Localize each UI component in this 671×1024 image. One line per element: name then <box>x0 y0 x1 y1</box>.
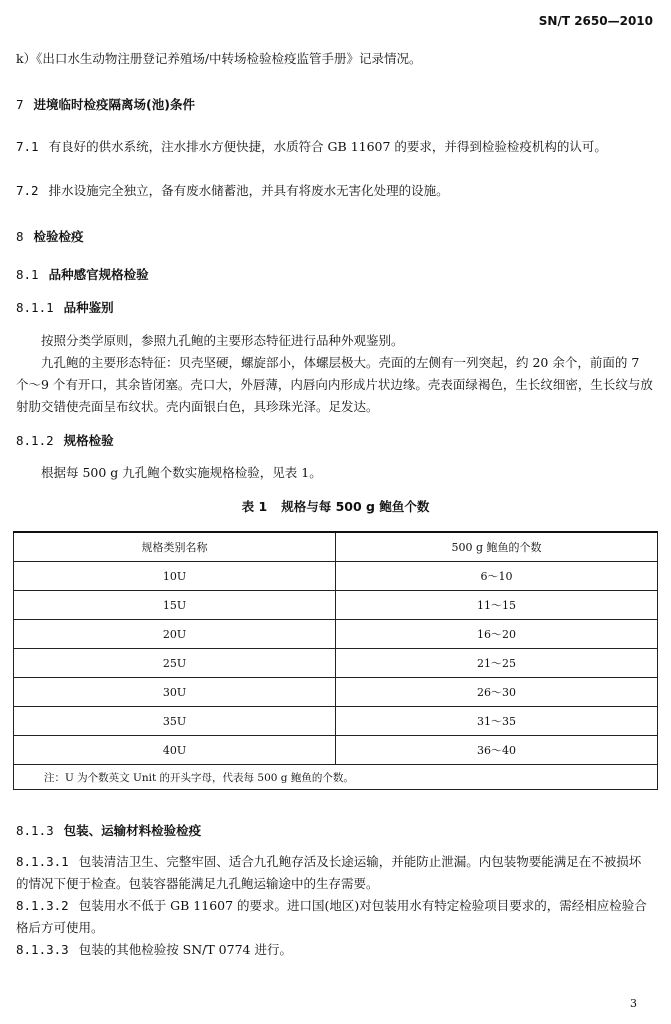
clause-text: 进境临时检疫隔离场(池)条件 <box>33 97 195 112</box>
paragraph <box>16 48 653 70</box>
count-cell: 36～40 <box>336 736 658 765</box>
column-header-spec: 规格类别名称 <box>14 532 336 562</box>
count-cell: 21～25 <box>336 649 658 678</box>
section-heading <box>16 297 653 319</box>
count-cell: 31～35 <box>336 707 658 736</box>
table-note-row <box>14 765 658 790</box>
clause-text: 品种感官规格检验 <box>48 267 149 282</box>
column-header-count: 500 g 鲍鱼的个数 <box>336 532 658 562</box>
table-caption: 规格与每 500 g 鲍鱼个数 <box>281 499 430 514</box>
clause-text: 规格检验 <box>63 433 114 448</box>
section-heading <box>16 820 653 842</box>
clause-number: 7.2 <box>16 183 39 198</box>
clause-number: 8.1.3.1 <box>16 854 69 869</box>
table-row <box>14 620 658 649</box>
count-cell: 6～10 <box>336 562 658 591</box>
table-row <box>14 678 658 707</box>
section-heading <box>16 430 653 452</box>
clause-text: 包装清洁卫生、完整牢固、适合九孔鲍存活及长途运输，并能防止泄漏。内包装物要能满足在不被损坏的情况下便于检查。包装容器能满足九孔鲍运输途中的生存需要。 <box>16 854 642 891</box>
paragraph <box>16 330 653 352</box>
clause-number: 7 <box>16 97 24 112</box>
count-cell: 26～30 <box>336 678 658 707</box>
clause-number: 7.1 <box>16 139 39 154</box>
clause-number: 8.1.2 <box>16 433 54 448</box>
spec-cell: 35U <box>14 707 336 736</box>
count-cell: 16～20 <box>336 620 658 649</box>
clause-text: 品种鉴别 <box>63 300 114 315</box>
table-header-row <box>14 532 658 562</box>
paragraph <box>16 352 653 418</box>
clause-number: 8.1.3.2 <box>16 898 69 913</box>
spec-cell: 20U <box>14 620 336 649</box>
clause-text: 包装的其他检验按 SN/T 0774 进行。 <box>78 942 292 957</box>
paragraph <box>16 136 653 158</box>
table-number: 表 1 <box>241 499 268 514</box>
paragraph <box>16 462 653 484</box>
clause-text: 九孔鲍的主要形态特征：贝壳坚硬，螺旋部小，体螺层极大。壳面的左侧有一列突起，约 20 余个，前面的 7 个～9 个有开口，其余皆闭塞。壳口大，外唇薄，内唇向内形成片状边缘。壳表面绿褐色，生长纹细密，生长纹与放射肋交错使壳面呈布纹状。壳内面银白色，具珍珠光泽。足发达。 <box>16 355 653 414</box>
clause-text: 包装、运输材料检验检疫 <box>63 823 202 838</box>
clause-number: 8 <box>16 229 24 244</box>
table-title <box>0 497 671 515</box>
clause-text: k）《出口水生动物注册登记养殖场/中转场检验检疫监管手册》记录情况。 <box>16 51 422 66</box>
spec-cell: 25U <box>14 649 336 678</box>
table-note: 注：U 为个数英文 Unit 的开头字母，代表每 500 g 鲍鱼的个数。 <box>14 765 658 790</box>
clause-text: 包装用水不低于 GB 11607 的要求。进口国(地区)对包装用水有特定检验项目要求的，需经相应检验合格后方可使用。 <box>16 898 647 935</box>
clause-text: 按照分类学原则，参照九孔鲍的主要形态特征进行品种外观鉴别。 <box>41 333 404 348</box>
paragraph <box>16 851 653 895</box>
table-row <box>14 736 658 765</box>
paragraph <box>16 180 653 202</box>
spec-cell: 40U <box>14 736 336 765</box>
paragraph <box>16 939 653 961</box>
clause-number: 8.1.3.3 <box>16 942 69 957</box>
clause-text: 检验检疫 <box>33 229 84 244</box>
table-row <box>14 707 658 736</box>
clause-number: 8.1.3 <box>16 823 54 838</box>
table-row <box>14 649 658 678</box>
clause-number: 8.1.1 <box>16 300 54 315</box>
clause-text: 排水设施完全独立，备有废水储蓄池，并具有将废水无害化处理的设施。 <box>48 183 449 198</box>
page-number: 3 <box>630 997 637 1010</box>
spec-table <box>13 531 658 790</box>
clause-number: 8.1 <box>16 267 39 282</box>
spec-cell: 10U <box>14 562 336 591</box>
clause-text: 有良好的供水系统，注水排水方便快捷，水质符合 GB 11607 的要求，并得到检验检疫机构的认可。 <box>48 139 607 154</box>
paragraph <box>16 895 653 939</box>
table-row <box>14 591 658 620</box>
spec-cell: 30U <box>14 678 336 707</box>
section-heading <box>16 94 653 116</box>
count-cell: 11～15 <box>336 591 658 620</box>
section-heading <box>16 264 653 286</box>
standard-number: SN/T 2650—2010 <box>538 14 653 28</box>
section-heading <box>16 226 653 248</box>
clause-text: 根据每 500 g 九孔鲍个数实施规格检验，见表 1。 <box>41 465 322 480</box>
spec-cell: 15U <box>14 591 336 620</box>
table-row <box>14 562 658 591</box>
